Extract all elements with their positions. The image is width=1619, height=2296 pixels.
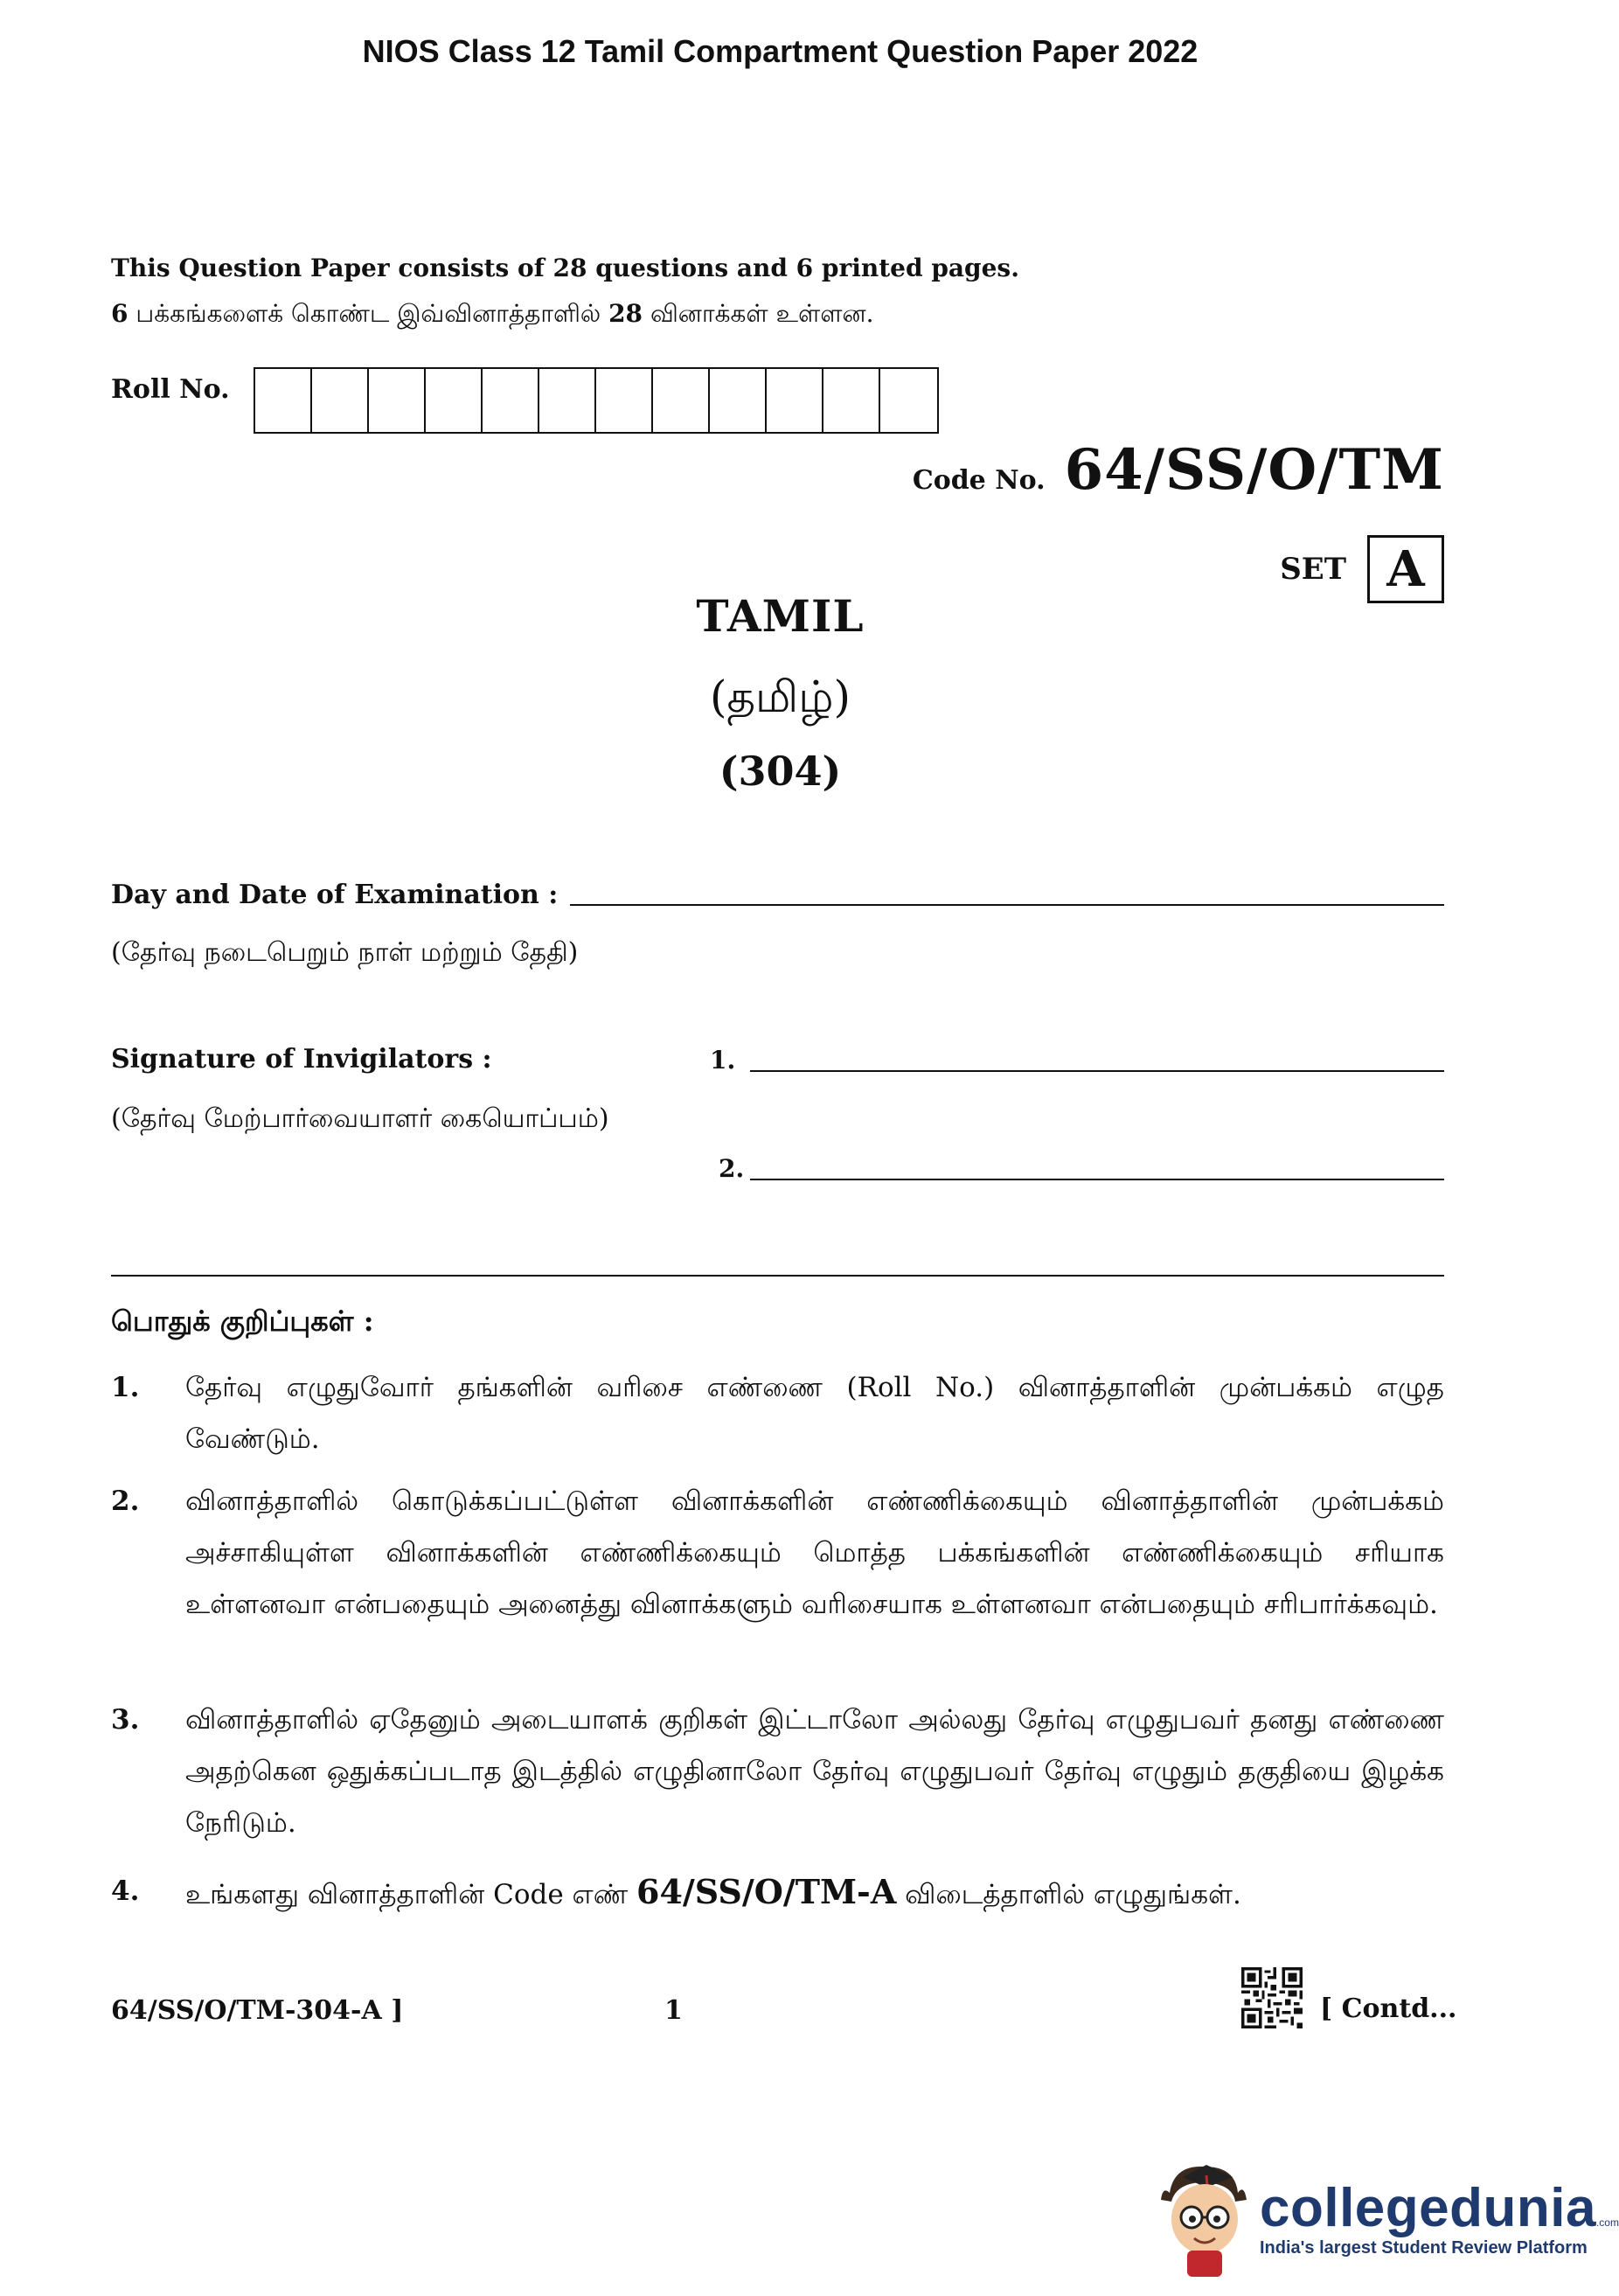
invigilator-2-number: 2. [719, 1154, 745, 1183]
general-instructions-title: பொதுக் குறிப்புகள் : [111, 1305, 374, 1338]
code-number [913, 437, 1444, 503]
instruction-item: 1. தேர்வு எழுதுவோர் தங்களின் வரிசை எண்ணை (Roll No.) வினாத்தாளின் முன்பக்கம் எழுத வேண்டும். [111, 1372, 1444, 1455]
continued-marker: [ Contd... [1320, 1993, 1457, 2024]
roll-number-cell[interactable] [483, 369, 539, 432]
roll-number-cell[interactable] [767, 369, 823, 432]
section-divider [111, 1275, 1444, 1277]
subject-code: (304) [719, 748, 842, 795]
brand-suffix: .com [1595, 2216, 1619, 2229]
roll-number-cell[interactable] [255, 369, 312, 432]
page-number: 1 [664, 1995, 683, 2026]
brand-name: collegedunia [1260, 2177, 1596, 2238]
qr-code-icon [1241, 1967, 1303, 2028]
exam-date-label-tamil: (தேர்வு நடைபெறும் நாள் மற்றும் தேதி) [111, 937, 579, 968]
roll-number-cell[interactable] [880, 369, 937, 432]
instruction-item: 3. வினாத்தாளில் ஏதேனும் அடையாளக் குறிகள் இட்டாலோ அல்லது தேர்வு எழுதுபவர் தனது எண்ணை அதற்கென ஒதுக்கப்படாத இடத்தில் எழுதினாலோ தேர்வு எழுதுபவர் தேர்வு எழுதும் தகுதியை இழக்க நேரிடும். [111, 1704, 1444, 1839]
intro-line-tamil: 6 பக்கங்களைக் கொண்ட இவ்வினாத்தாளில் 28 வினாக்கள் உள்ளன. [111, 299, 874, 328]
roll-number-cell[interactable] [539, 369, 596, 432]
student-mascot-icon [1152, 2158, 1253, 2280]
roll-number-label: Roll No. [111, 374, 230, 405]
footer-paper-code: 64/SS/O/TM-304-A ] [111, 1995, 404, 2026]
roll-number-boxes[interactable] [254, 367, 939, 434]
page-header-title: NIOS Class 12 Tamil Compartment Question Paper 2022 [362, 33, 1199, 69]
roll-number-cell[interactable] [426, 369, 483, 432]
invigilator-1-signature-line[interactable] [750, 1070, 1444, 1072]
roll-number-cell[interactable] [369, 369, 426, 432]
subject-name-tamil: (தமிழ்) [709, 671, 851, 722]
roll-number-cell[interactable] [823, 369, 880, 432]
invigilators-label: Signature of Invigilators : [111, 1044, 492, 1075]
instruction-item: 4. உங்களது வினாத்தாளின் Code எண் 64/SS/O/TM-A விடைத்தாளில் எழுதுங்கள். [111, 1872, 1241, 1911]
invigilators-label-tamil: (தேர்வு மேற்பார்வையாளர் கையொப்பம்) [111, 1103, 609, 1134]
roll-number-cell[interactable] [653, 369, 710, 432]
exam-date-label: Day and Date of Examination : [111, 880, 559, 910]
code-value: 64/SS/O/TM [1064, 437, 1444, 503]
collegedunia-watermark [1152, 2158, 1619, 2280]
code-label: Code No. [912, 465, 1046, 496]
set-value-box: A [1367, 535, 1444, 603]
roll-number-cell[interactable] [312, 369, 369, 432]
brand-tagline: India's largest Student Review Platform [1260, 2237, 1588, 2258]
subject-name: TAMIL [696, 590, 865, 642]
invigilator-2-signature-line[interactable] [750, 1179, 1444, 1180]
exam-date-line[interactable] [570, 904, 1444, 906]
intro-line-english: This Question Paper consists of 28 questions and 6 printed pages. [111, 254, 1019, 282]
instruction-item: 2. வினாத்தாளில் கொடுக்கப்பட்டுள்ள வினாக்களின் எண்ணிக்கையும் வினாத்தாளின் முன்பக்கம் அச்சாகியுள்ள வினாக்களின் எண்ணிக்கையும் மொத்த பக்கங்களின் எண்ணிக்கையும் சரியாக உள்ளனவா என்பதையும் அனைத்து வினாக்களும் வரிசையாக உள்ளனவா என்பதையும் சரிபார்க்கவும். [111, 1485, 1444, 1620]
roll-number-cell[interactable] [596, 369, 653, 432]
invigilator-1-number: 1. [710, 1046, 736, 1075]
roll-number-cell[interactable] [710, 369, 767, 432]
set-label: SET [1280, 552, 1346, 587]
